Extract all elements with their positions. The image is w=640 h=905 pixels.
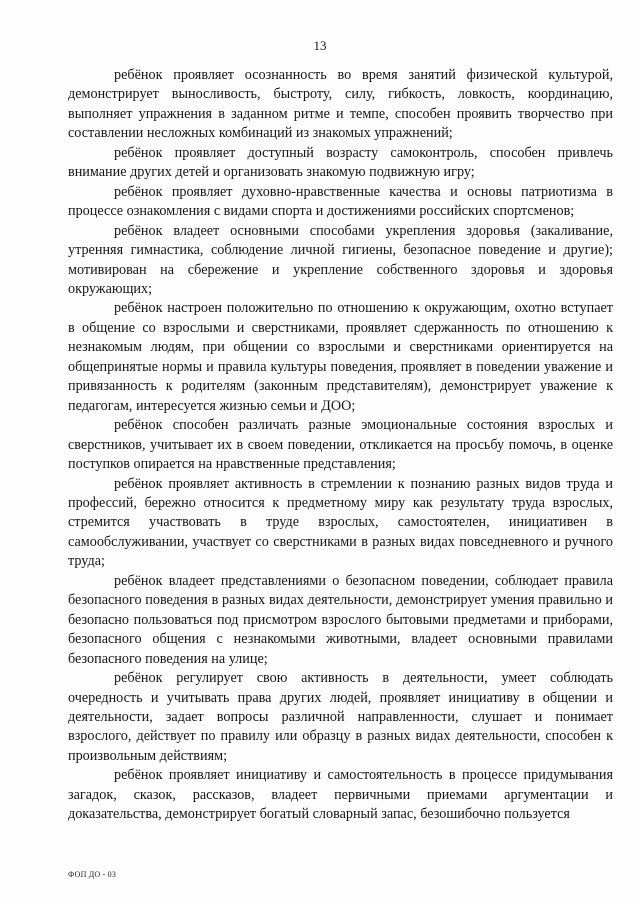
paragraph: ребёнок проявляет доступный возрасту самоконтроль, способен привлечь внимание других детей и организовать знакомую подвижную игру;: [68, 144, 613, 181]
paragraph: ребёнок способен различать разные эмоциональные состояния взрослых и сверстников, учитывает их в своем поведении, откликается на просьбу помочь, в оценке поступков опирается на нравственные представления;: [68, 417, 613, 473]
paragraph: ребёнок проявляет духовно-нравственные качества и основы патриотизма в процессе ознакомления с видами спорта и достижениями российских спортсменов;: [68, 183, 613, 220]
document-body: [68, 66, 613, 825]
paragraph: ребёнок проявляет осознанность во время занятий физической культурой, демонстрирует выносливость, быстроту, силу, гибкость, ловкость, координацию, выполняет упражнения в заданном ритме и темпе, способен проявить творчество при составлении несложных комбинаций из знакомых упражнений;: [68, 67, 613, 142]
paragraph: ребёнок настроен положительно по отношению к окружающим, охотно вступает в общение со взрослыми и сверстниками, проявляет сдержанность по отношению к незнакомым людям, при общении со взрослыми и сверстниками ориентируется на общепринятые нормы и правила культуры поведения, проявляет в поведении уважение и привязанность к родителям (законным представителям), демонстрирует уважение к педагогам, интересуется жизнью семьи и ДОО;: [68, 300, 613, 414]
paragraph: ребёнок владеет основными способами укрепления здоровья (закаливание, утренняя гимнастика, соблюдение личной гигиены, безопасное поведение и другие); мотивирован на сбережение и укрепление собственного здоровья и здоровья окружающих;: [68, 222, 613, 297]
paragraph: ребёнок проявляет инициативу и самостоятельность в процессе придумывания загадок, сказок, рассказов, владеет первичными приемами аргументации и доказательства, демонстрирует богатый словарный запас, безошибочно пользуется: [68, 767, 613, 823]
document-footer-code: ФОП ДО - 03: [68, 870, 117, 879]
page-number: 13: [313, 38, 327, 53]
paragraph: ребёнок проявляет активность в стремлении к познанию разных видов труда и профессий, бережно относится к предметному миру как результату труда взрослых, стремится участвовать в труде взрослых, самостоятелен, инициативен в самообслуживании, участвует со сверстниками в разных видах повседневного и ручного труда;: [68, 475, 613, 570]
paragraph: ребёнок регулирует свою активность в деятельности, умеет соблюдать очередность и учитывать права других людей, проявляет инициативу в общении и деятельности, задает вопросы различной направленности, слушает и понимает взрослого, действует по правилу или образцу в разных видах деятельности, способен к произвольным действиям;: [68, 670, 613, 764]
paragraph: ребёнок владеет представлениями о безопасном поведении, соблюдает правила безопасного поведения в разных видах деятельности, демонстрирует умения правильно и безопасно пользоваться под присмотром взрослого бытовыми предметами и приборами, безопасного общения с незнакомыми животными, владеет основными правилами безопасного поведения на улице;: [68, 572, 613, 667]
